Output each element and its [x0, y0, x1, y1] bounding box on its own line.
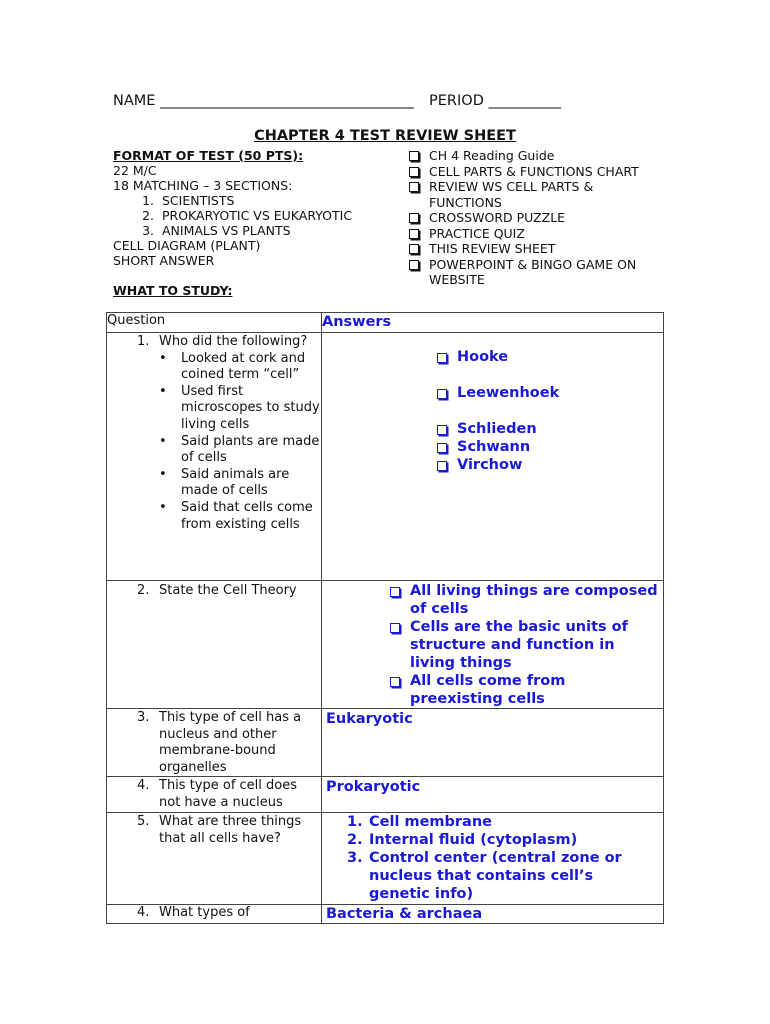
list-item: Used first microscopes to study living cells	[181, 383, 320, 432]
answer-text: Internal fluid (cytoplasm)	[369, 832, 578, 849]
checklist-item: POWERPOINT & BINGO GAME ON WEBSITE	[407, 257, 662, 288]
table-header-row	[107, 313, 664, 333]
format-heading: FORMAT OF TEST (50 PTS):	[113, 148, 304, 163]
table-row	[107, 333, 664, 581]
bullet-icon: •	[159, 433, 167, 449]
list-item: 3. ANIMALS VS PLANTS	[158, 223, 403, 238]
format-line: 18 MATCHING – 3 SECTIONS:	[113, 178, 293, 193]
period-label: PERIOD	[429, 93, 484, 109]
bullet-icon: •	[159, 499, 167, 515]
question-cell: 1. Who did the following? • Looked at cork and coined term “cell” • Used first microscopes to study living cells • Said plants are made of cells • Said animals are made of cells • Said that cells come from existing cells	[107, 333, 322, 581]
checkbox-icon	[437, 425, 447, 435]
answer-cell	[322, 581, 664, 709]
checkbox-icon	[390, 677, 400, 687]
format-line: 22 M/C	[113, 163, 157, 178]
name-period-line	[113, 93, 561, 109]
question-text: What types of	[159, 905, 250, 921]
answer-text: Virchow	[457, 457, 523, 473]
question-text: What are three things that all cells have?	[159, 814, 302, 846]
checklist-item: CROSSWORD PUZZLE	[407, 210, 662, 226]
answer-text: All cells come from preexisting cells	[410, 673, 566, 707]
column-header-question: Question	[107, 313, 322, 333]
checkbox-icon	[437, 461, 447, 471]
checklist-item: CH 4 Reading Guide	[407, 148, 662, 164]
question-text: This type of cell has a nucleus and other membrane-bound organelles	[159, 710, 302, 775]
answer-text: Leewenhoek	[457, 385, 560, 401]
answer-cell	[322, 905, 664, 924]
checkbox-icon	[409, 244, 419, 254]
study-checklist	[407, 148, 662, 288]
checkbox-icon	[409, 167, 419, 177]
table-row	[107, 581, 664, 709]
checkbox-icon	[437, 443, 447, 453]
table-row	[107, 777, 664, 813]
question-answer-table	[106, 312, 664, 924]
list-item: 1. SCIENTISTS	[158, 193, 403, 208]
checkbox-icon	[437, 389, 447, 399]
period-blank: __________	[488, 93, 561, 109]
checkbox-icon	[390, 623, 400, 633]
checkbox-icon	[409, 260, 419, 270]
answer-text: Bacteria & archaea	[326, 906, 483, 923]
question-cell: 2. State the Cell Theory	[107, 581, 322, 709]
answer-cell	[322, 709, 664, 777]
answer-text: Hooke	[457, 349, 509, 365]
bullet-icon: •	[159, 383, 167, 399]
answer-text: Cells are the basic units of structure and function in living things	[410, 619, 628, 671]
bullet-icon: •	[159, 466, 167, 482]
answer-cell: 1. Cell membrane 2. Internal fluid (cytoplasm) 3. Control center (central zone or nucleus that contains cell’s genetic info)	[322, 813, 664, 905]
format-line: SHORT ANSWER	[113, 253, 215, 268]
what-to-study-heading: WHAT TO STUDY:	[113, 283, 233, 298]
test-format	[113, 148, 403, 268]
list-item: Said animals are made of cells	[181, 466, 290, 499]
list-item: Said plants are made of cells	[181, 433, 320, 466]
question-cell: 3. This type of cell has a nucleus and other membrane-bound organelles	[107, 709, 322, 777]
checkbox-icon	[409, 182, 419, 192]
checklist-item: REVIEW WS CELL PARTS & FUNCTIONS	[407, 179, 662, 210]
answer-text: Control center (central zone or nucleus that contains cell’s genetic info)	[369, 850, 622, 903]
list-item: Looked at cork and coined term “cell”	[181, 350, 306, 383]
checkbox-icon	[409, 151, 419, 161]
matching-sections-list	[113, 193, 403, 238]
question-text: State the Cell Theory	[159, 583, 297, 598]
bullet-icon: •	[159, 350, 167, 366]
question-cell: 4. What types of	[107, 905, 322, 924]
list-item: 2. PROKARYOTIC VS EUKARYOTIC	[158, 208, 403, 223]
format-line: CELL DIAGRAM (PLANT)	[113, 238, 261, 253]
question-text: This type of cell does not have a nucleus	[159, 778, 298, 810]
column-header-answers: Answers	[322, 313, 664, 333]
checkbox-icon	[390, 587, 400, 597]
answer-text: Cell membrane	[369, 814, 492, 831]
question-text: Who did the following?	[159, 334, 308, 349]
name-label: NAME	[113, 93, 156, 109]
page-title: CHAPTER 4 TEST REVIEW SHEET	[254, 128, 516, 144]
answer-text: Schlieden	[457, 421, 537, 437]
list-item: Said that cells come from existing cells	[181, 499, 313, 532]
answer-cell	[322, 777, 664, 813]
name-blank: ___________________________________	[160, 93, 414, 109]
checklist-item: CELL PARTS & FUNCTIONS CHART	[407, 164, 662, 180]
answer-text: Eukaryotic	[326, 711, 413, 727]
question-cell: 4. This type of cell does not have a nucleus	[107, 777, 322, 813]
checkbox-icon	[437, 353, 447, 363]
table-row	[107, 905, 664, 924]
question-cell: 5. What are three things that all cells have?	[107, 813, 322, 905]
checklist-item: THIS REVIEW SHEET	[407, 241, 662, 257]
answer-text: Prokaryotic	[326, 779, 421, 796]
table-row	[107, 813, 664, 905]
answer-text: Schwann	[457, 439, 531, 455]
answer-text: All living things are composed of cells	[410, 583, 658, 617]
table-row	[107, 709, 664, 777]
answer-cell	[322, 333, 664, 581]
checkbox-icon	[409, 229, 419, 239]
checklist-item: PRACTICE QUIZ	[407, 226, 662, 242]
checkbox-icon	[409, 213, 419, 223]
